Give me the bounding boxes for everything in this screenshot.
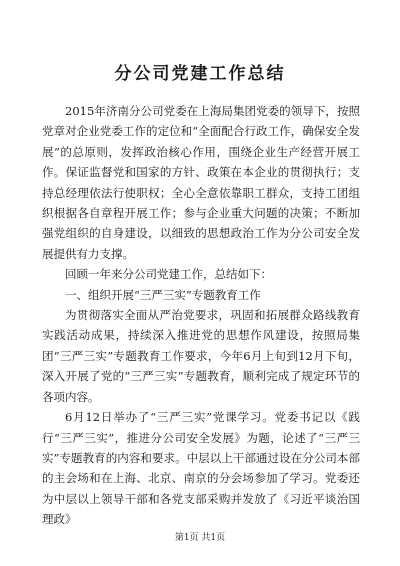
review-intro-paragraph: 回顾一年来分公司党建工作，总结如下： [65, 267, 272, 282]
section-paragraph: 6月12日举办了“三严三实”党课学习。党委书记以《践行“三严三实”，推进分公司安全发展》为题，论述了“三严三实”专题教育的内容和要求。中层以上干部通过设在分公司本部的主会场和在上海、北京、南京的分会场参加了学习。党委还为中层以上领导干部和各党支部采购并发放了《习近平谈治国理政》 [42, 410, 360, 527]
section-paragraph: 为贯彻落实全面从严治党要求，巩固和拓展群众路线教育实践活动成果，持续深入推进党的思想作风建设，按照局集团“三严三实”专题教育工作要求，今年6月上旬到12月下旬，深入开展了党的“三严三实”专题教育，顺利完成了规定环节的各项内容。 [42, 308, 360, 404]
document-title: 分公司党建工作总结 [114, 64, 286, 84]
section-heading: 一、组织开展“三严三实”专题教育工作 [65, 287, 261, 302]
document-body [42, 101, 360, 530]
intro-paragraph: 2015年济南分公司党委在上海局集团党委的领导下，按照党章对企业党委工作的定位和“全面配合行政工作，确保安全发展”的总原则，发挥政治核心作用，围绕企业生产经营开展工作。保证监督党和国家的方针、政策在本企业的贯彻执行；支持总经理依法行使职权；全心全意依靠职工群众，支持工团组织根据各自章程开展工作；参与企业重大问题的决策；不断加强党组织的自身建设，以细致的思想政治工作为分公司安全发展提供有力支撑。 [42, 104, 360, 261]
page-number-footer: 第1页 共1页 [174, 533, 226, 543]
